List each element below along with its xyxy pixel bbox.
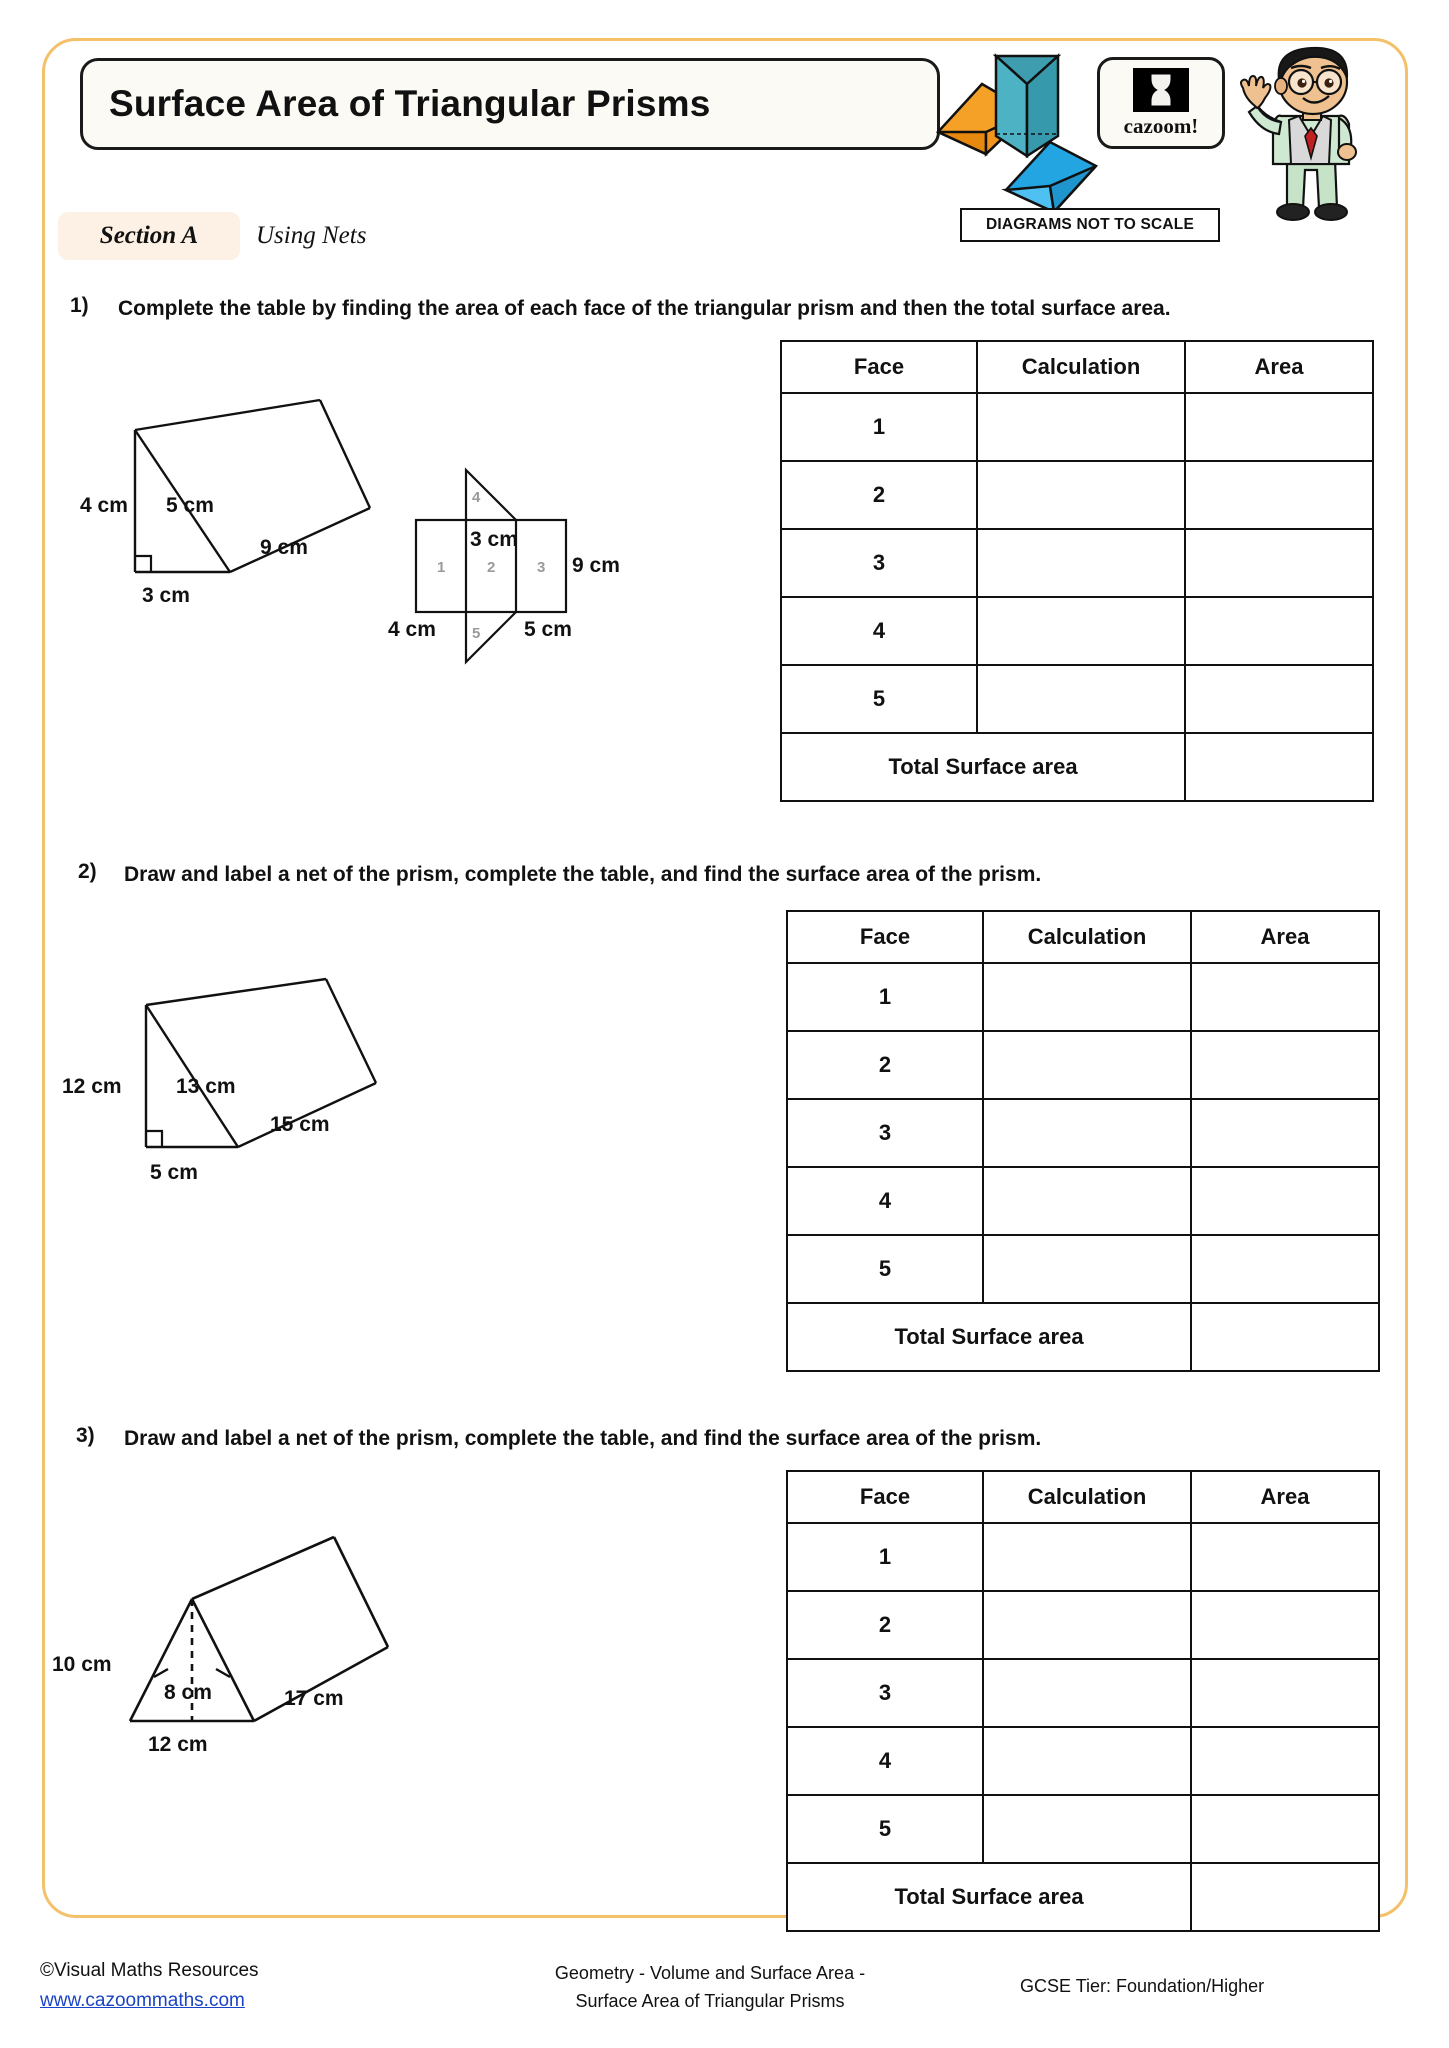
face-number: 4 bbox=[787, 1727, 983, 1795]
table-row bbox=[787, 1235, 1379, 1303]
face-number: 1 bbox=[787, 963, 983, 1031]
calculation-cell[interactable] bbox=[977, 393, 1185, 461]
table-row bbox=[787, 1031, 1379, 1099]
face-number: 3 bbox=[781, 529, 977, 597]
svg-text:12 cm: 12 cm bbox=[62, 1075, 122, 1098]
question-2-table bbox=[786, 910, 1380, 1372]
total-surface-area-label: Total Surface area bbox=[787, 1863, 1191, 1931]
area-cell[interactable] bbox=[1191, 1235, 1379, 1303]
table-row bbox=[787, 1523, 1379, 1591]
table-row bbox=[781, 665, 1373, 733]
svg-text:5 cm: 5 cm bbox=[166, 494, 214, 517]
not-to-scale-text: DIAGRAMS NOT TO SCALE bbox=[985, 216, 1194, 233]
area-cell[interactable] bbox=[1191, 1591, 1379, 1659]
calculation-cell[interactable] bbox=[983, 1235, 1191, 1303]
cazoom-hourglass-icon bbox=[1133, 68, 1189, 112]
area-cell[interactable] bbox=[1191, 1795, 1379, 1863]
question-3-table bbox=[786, 1470, 1380, 1932]
calculation-cell[interactable] bbox=[983, 1099, 1191, 1167]
table-row bbox=[781, 597, 1373, 665]
svg-text:1: 1 bbox=[437, 559, 446, 576]
table-header-row bbox=[781, 341, 1373, 393]
svg-text:3 cm: 3 cm bbox=[470, 528, 518, 551]
table-row bbox=[787, 1167, 1379, 1235]
svg-text:10 cm: 10 cm bbox=[52, 1653, 112, 1676]
calculation-cell[interactable] bbox=[977, 597, 1185, 665]
question-1-table bbox=[780, 340, 1374, 802]
svg-text:5 cm: 5 cm bbox=[150, 1161, 198, 1184]
header-area: Area bbox=[1191, 1471, 1379, 1523]
footer-topic bbox=[500, 1960, 920, 2016]
face-number: 4 bbox=[787, 1167, 983, 1235]
face-number: 2 bbox=[787, 1031, 983, 1099]
svg-text:15 cm: 15 cm bbox=[270, 1113, 330, 1136]
svg-text:2: 2 bbox=[487, 559, 496, 576]
face-number: 1 bbox=[781, 393, 977, 461]
header-area: Area bbox=[1191, 911, 1379, 963]
total-area-cell[interactable] bbox=[1185, 733, 1373, 801]
face-number: 4 bbox=[781, 597, 977, 665]
svg-text:12 cm: 12 cm bbox=[148, 1733, 208, 1756]
header-area: Area bbox=[1185, 341, 1373, 393]
section-badge bbox=[58, 212, 240, 260]
diagrams-not-to-scale-note bbox=[960, 208, 1220, 242]
area-cell[interactable] bbox=[1191, 1523, 1379, 1591]
header-calculation: Calculation bbox=[977, 341, 1185, 393]
face-number: 1 bbox=[787, 1523, 983, 1591]
table-row bbox=[781, 393, 1373, 461]
area-cell[interactable] bbox=[1191, 1659, 1379, 1727]
svg-text:4: 4 bbox=[472, 489, 481, 506]
table-total-row bbox=[787, 1863, 1379, 1931]
svg-text:3: 3 bbox=[537, 559, 546, 576]
table-total-row bbox=[781, 733, 1373, 801]
face-number: 3 bbox=[787, 1659, 983, 1727]
svg-text:4 cm: 4 cm bbox=[388, 618, 436, 641]
page-footer bbox=[0, 1946, 1449, 2046]
header-calculation: Calculation bbox=[983, 1471, 1191, 1523]
svg-text:17 cm: 17 cm bbox=[284, 1687, 344, 1710]
table-row bbox=[787, 1591, 1379, 1659]
svg-text:9 cm: 9 cm bbox=[572, 554, 620, 577]
calculation-cell[interactable] bbox=[977, 529, 1185, 597]
student-character-illustration bbox=[1225, 40, 1393, 226]
svg-text:5 cm: 5 cm bbox=[524, 618, 572, 641]
footer-topic-line-2: Surface Area of Triangular Prisms bbox=[575, 1990, 845, 2011]
table-row bbox=[781, 529, 1373, 597]
svg-text:3 cm: 3 cm bbox=[142, 584, 190, 607]
question-2-text: Draw and label a net of the prism, complete the table, and find the surface area of the prism. bbox=[124, 863, 1042, 886]
cazoom-logo bbox=[1097, 57, 1225, 149]
face-number: 5 bbox=[787, 1795, 983, 1863]
header-face: Face bbox=[781, 341, 977, 393]
area-cell[interactable] bbox=[1191, 1727, 1379, 1795]
page-title: Surface Area of Triangular Prisms bbox=[109, 83, 711, 124]
question-2-prism-diagram bbox=[58, 975, 398, 1195]
table-row bbox=[787, 1727, 1379, 1795]
svg-text:13 cm: 13 cm bbox=[176, 1075, 236, 1098]
total-surface-area-label: Total Surface area bbox=[787, 1303, 1191, 1371]
table-row bbox=[787, 1659, 1379, 1727]
question-1-number: 1) bbox=[70, 294, 89, 317]
area-cell[interactable] bbox=[1191, 1099, 1379, 1167]
calculation-cell[interactable] bbox=[983, 1167, 1191, 1235]
face-number: 2 bbox=[781, 461, 977, 529]
footer-topic-line-1: Geometry - Volume and Surface Area - bbox=[554, 1963, 866, 1983]
svg-text:9 cm: 9 cm bbox=[260, 536, 308, 559]
header-face: Face bbox=[787, 911, 983, 963]
calculation-cell[interactable] bbox=[983, 1727, 1191, 1795]
question-3-number: 3) bbox=[76, 1424, 95, 1447]
footer-copyright: ©Visual Maths Resources bbox=[40, 1960, 259, 1981]
footer-website-link[interactable]: www.cazoommaths.com bbox=[40, 1990, 245, 2011]
table-row bbox=[781, 461, 1373, 529]
blue-prism-icon bbox=[1000, 132, 1104, 218]
svg-text:5: 5 bbox=[472, 625, 481, 642]
question-1-text: Complete the table by finding the area of each face of the triangular prism and then the total surface area. bbox=[118, 297, 1171, 320]
face-number: 5 bbox=[781, 665, 977, 733]
area-cell[interactable] bbox=[1185, 393, 1373, 461]
table-header-row bbox=[787, 911, 1379, 963]
question-2-number: 2) bbox=[78, 860, 97, 883]
table-header-row bbox=[787, 1471, 1379, 1523]
calculation-cell[interactable] bbox=[983, 1591, 1191, 1659]
header-calculation: Calculation bbox=[983, 911, 1191, 963]
calculation-cell[interactable] bbox=[983, 1659, 1191, 1727]
table-row bbox=[787, 1795, 1379, 1863]
cazoom-wordmark: cazoom! bbox=[1123, 113, 1199, 138]
area-cell[interactable] bbox=[1185, 529, 1373, 597]
svg-text:8 cm: 8 cm bbox=[164, 1681, 212, 1704]
question-1-net-diagram bbox=[388, 478, 620, 642]
question-3-prism-diagram bbox=[52, 1525, 398, 1756]
section-subtitle: Using Nets bbox=[256, 222, 367, 249]
header-face: Face bbox=[787, 1471, 983, 1523]
area-cell[interactable] bbox=[1185, 597, 1373, 665]
calculation-cell[interactable] bbox=[983, 1523, 1191, 1591]
face-number: 2 bbox=[787, 1591, 983, 1659]
section-label: Section A bbox=[99, 222, 199, 249]
calculation-cell[interactable] bbox=[983, 1795, 1191, 1863]
question-3-text: Draw and label a net of the prism, complete the table, and find the surface area of the prism. bbox=[124, 1427, 1042, 1450]
svg-text:4 cm: 4 cm bbox=[80, 494, 128, 517]
title-bar bbox=[80, 58, 940, 150]
face-number: 5 bbox=[787, 1235, 983, 1303]
table-row bbox=[787, 963, 1379, 1031]
calculation-cell[interactable] bbox=[983, 1031, 1191, 1099]
calculation-cell[interactable] bbox=[977, 665, 1185, 733]
table-row bbox=[787, 1099, 1379, 1167]
area-cell[interactable] bbox=[1191, 1031, 1379, 1099]
footer-tier: GCSE Tier: Foundation/Higher bbox=[1020, 1976, 1265, 1996]
area-cell[interactable] bbox=[1191, 963, 1379, 1031]
area-cell[interactable] bbox=[1185, 461, 1373, 529]
face-number: 3 bbox=[787, 1099, 983, 1167]
total-surface-area-label: Total Surface area bbox=[781, 733, 1185, 801]
table-total-row bbox=[787, 1303, 1379, 1371]
area-cell[interactable] bbox=[1191, 1167, 1379, 1235]
calculation-cell[interactable] bbox=[977, 461, 1185, 529]
question-1-prism-diagram bbox=[80, 390, 410, 620]
total-area-cell[interactable] bbox=[1191, 1863, 1379, 1931]
calculation-cell[interactable] bbox=[983, 963, 1191, 1031]
total-area-cell[interactable] bbox=[1191, 1303, 1379, 1371]
area-cell[interactable] bbox=[1185, 665, 1373, 733]
